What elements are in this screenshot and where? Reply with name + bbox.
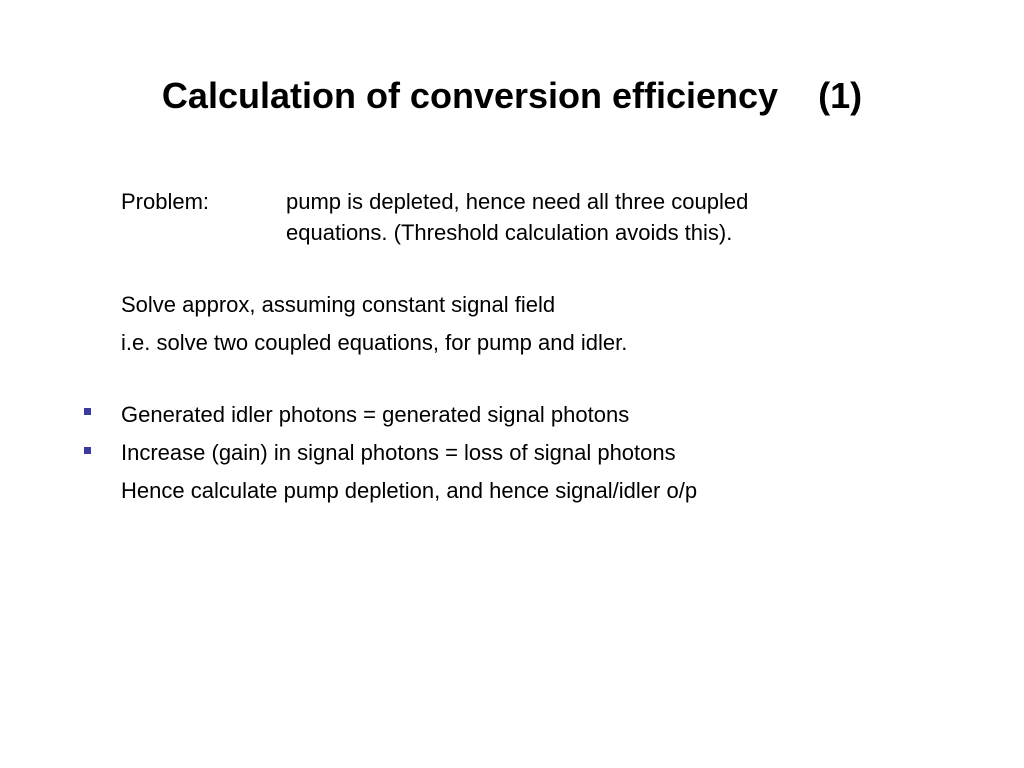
bullet-marker [84, 408, 91, 415]
bullet-item-idler: Generated idler photons = generated signal photons [121, 402, 630, 427]
problem-label: Problem: [121, 189, 210, 214]
conclusion-line: Hence calculate pump depletion, and hence signal/idler o/p [121, 478, 698, 503]
approx-line: Solve approx, assuming constant signal field [121, 292, 556, 317]
bullet-marker [84, 447, 91, 454]
problem-text: pump is depleted, hence need all three coupled equations. (Threshold calculation avoids this). [286, 189, 749, 245]
title-number: (1) [818, 75, 863, 116]
slide-title [0, 72, 1024, 120]
title-text: Calculation of conversion efficiency [161, 75, 779, 116]
equations-line: i.e. solve two coupled equations, for pump and idler. [121, 330, 628, 355]
bullet-item-gain: Increase (gain) in signal photons = loss of signal photons [121, 440, 676, 465]
